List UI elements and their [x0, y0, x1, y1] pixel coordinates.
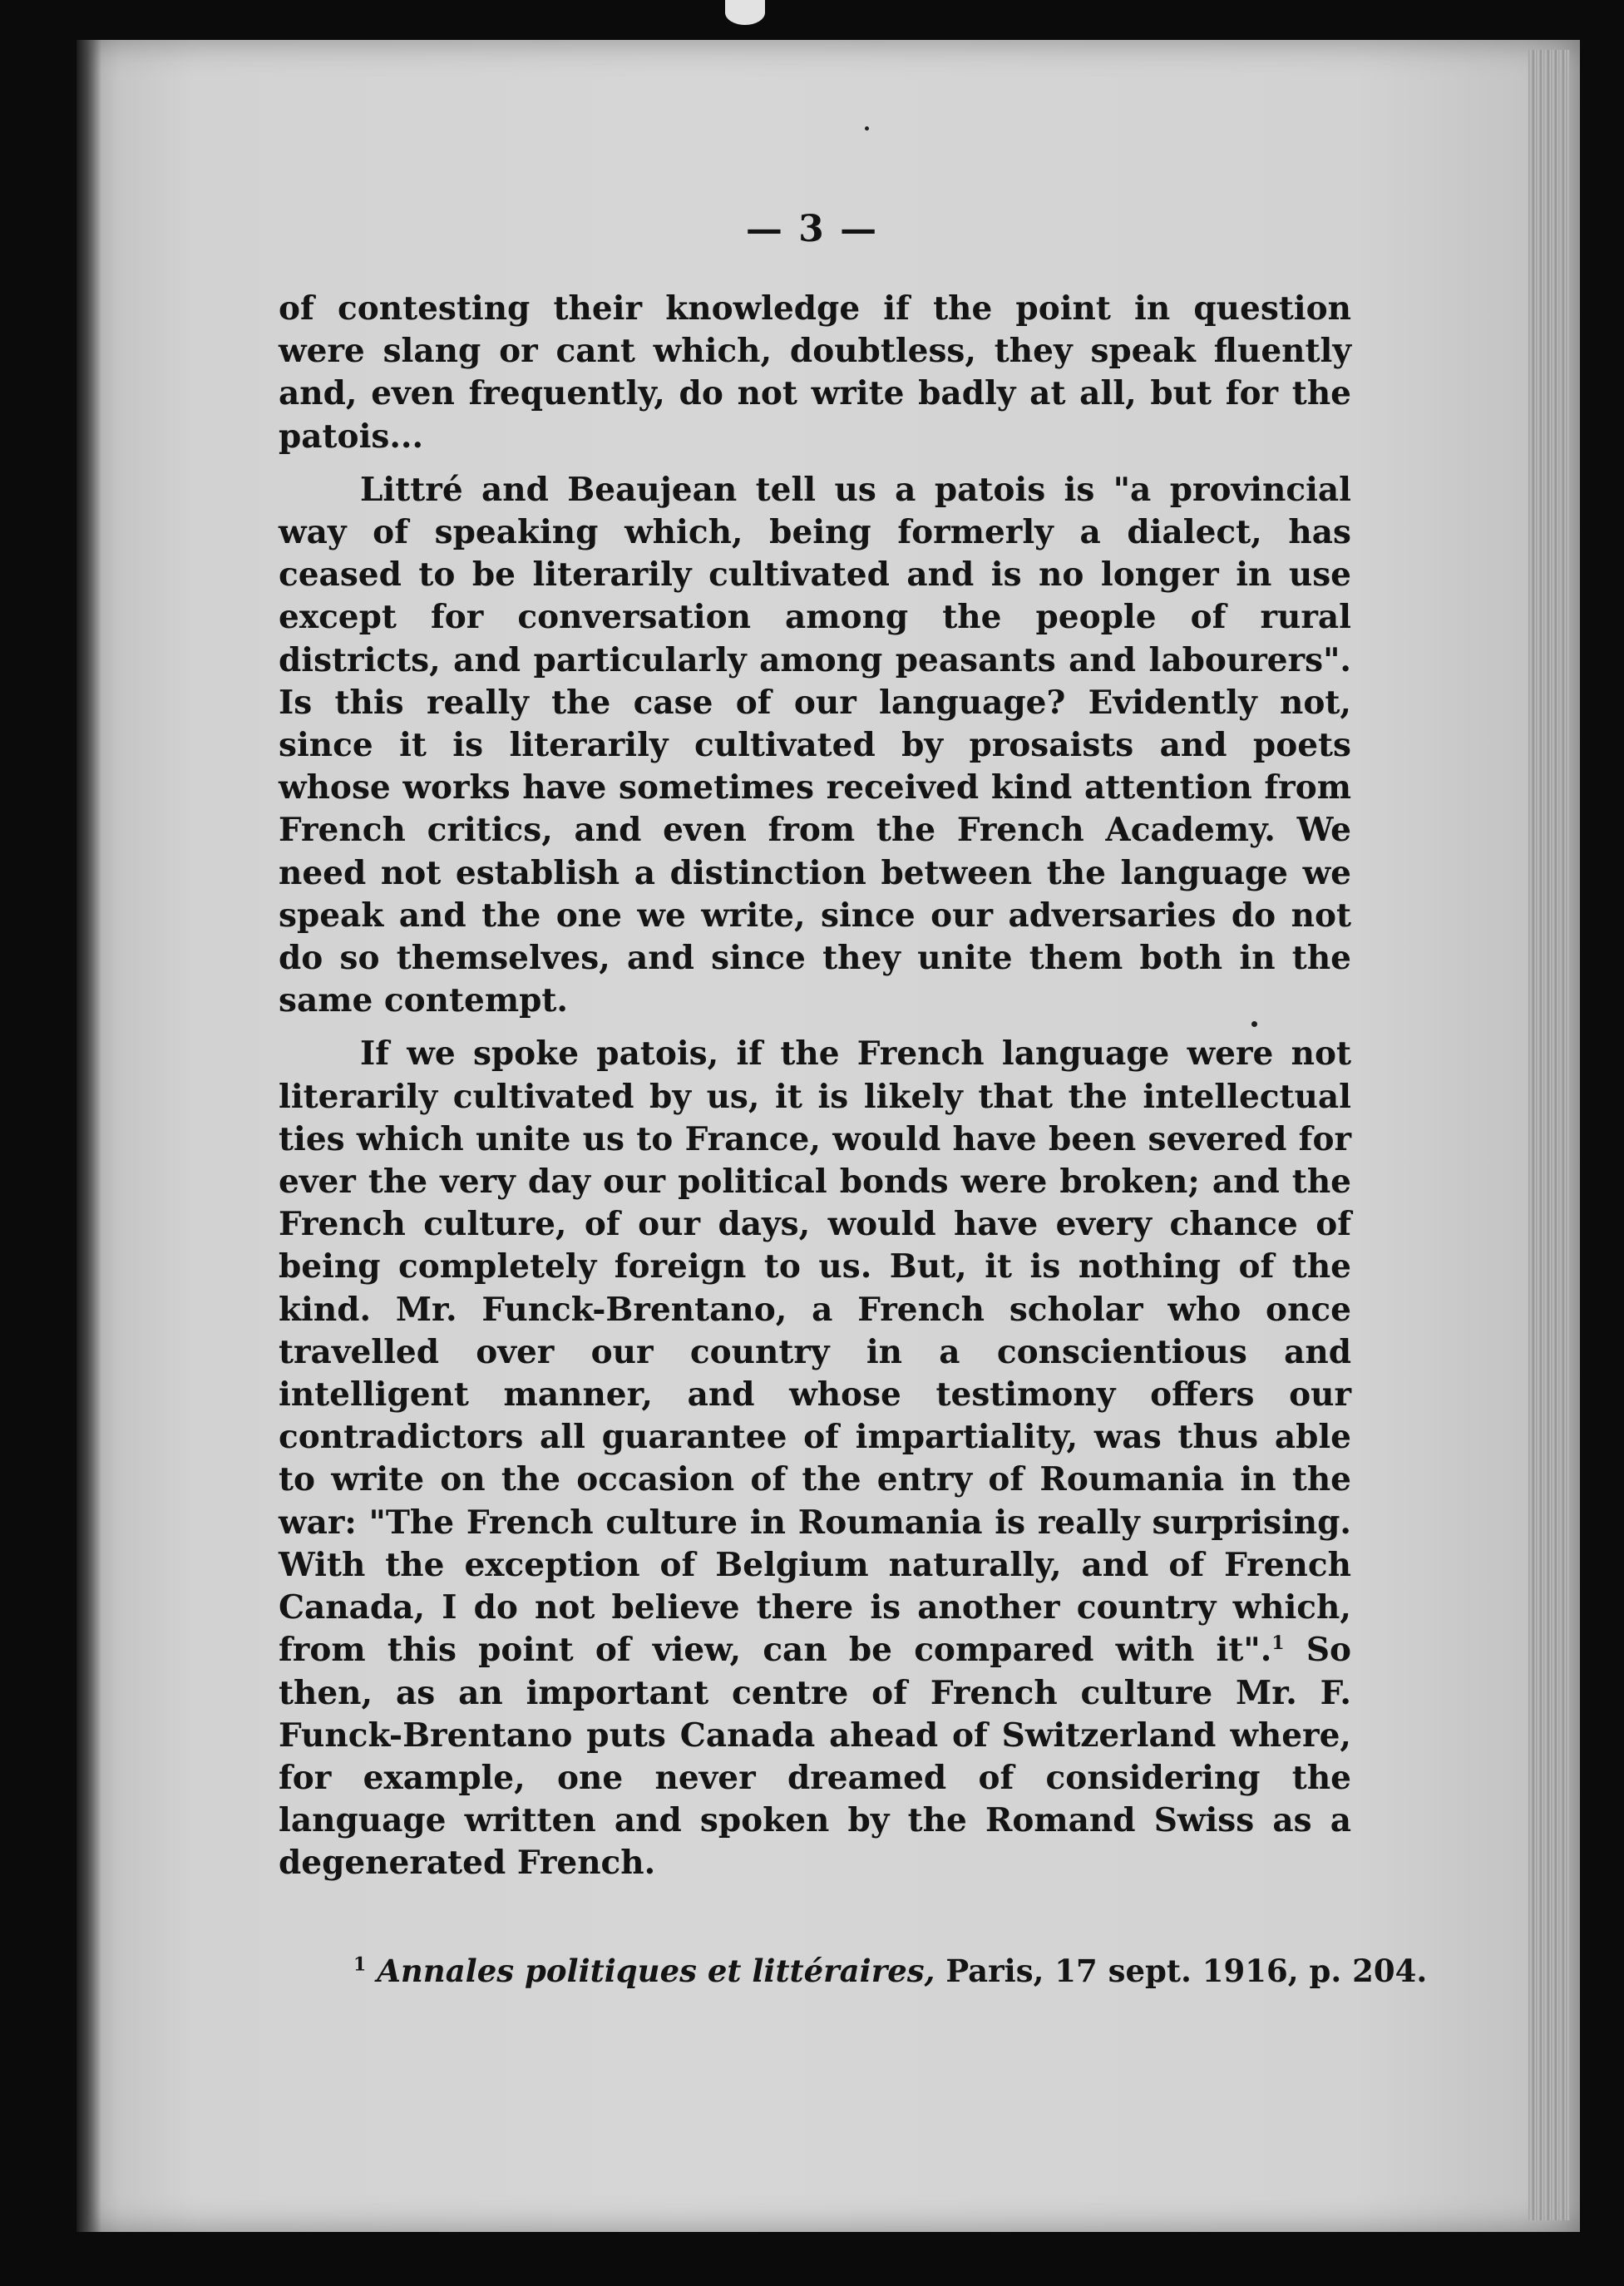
page-stack-edge: [1528, 50, 1570, 2220]
paragraph-1: of contesting their knowledge if the point in question were slang or cant which, doubtless, they speak fluently and, even frequently, do not write badly at all, but for the patois...: [279, 289, 1351, 456]
footnote-source-title: Annales politiques et littéraires,: [377, 1953, 935, 1989]
paragraph-3-text-after-note: So then, as an important centre of French culture Mr. F. Funck-Brentano puts Canada ahead of Switzerland where, for example, one never dreamed of considering the language written and spoken by the Romand Swiss as a degenerated French.: [279, 1631, 1351, 1883]
print-speck: [865, 126, 869, 131]
paragraph-3-text-before-note: If we spoke patois, if the French language were not literarily cultivated by us, it is likely that the intellectual ties which unite us to France, would have been severed for ever the very day our political bonds were broken; and the French culture, of our days, would have every chance of being completely foreign to us. But, it is nothing of the kind. Mr. Funck-Brentano, a French scholar who once travelled over our country in a conscientious and intelligent manner, and whose testimony offers our contradictors all guarantee of impartiality, was thus able to write on the occasion of the entry of Roumania in the war: "The French culture in Roumania is really surprising. With the exception of Belgium naturally, and of French Canada, I do not believe there is another country which, from this point of view, can be compared with it".: [279, 1034, 1351, 1670]
print-speck: [1251, 1021, 1257, 1027]
page-binding-shadow: [77, 40, 101, 2232]
footnote-mark: 1: [353, 1953, 367, 1976]
body-text: [279, 288, 1351, 1896]
scan-blot: [725, 0, 765, 25]
page-number: — 3 —: [745, 208, 879, 250]
paragraph-2: Littré and Beaujean tell us a patois is "a provincial way of speaking which, being formerly a dialect, has ceased to be literarily cultivated and is no longer in use except for conversation among the people of rural districts, and particularly among peasants and labourers". Is this really the case of our language? Evidently not, since it is literarily cultivated by prosaists and poets whose works have sometimes received kind attention from French critics, and even from the French Academy. We need not establish a distinction between the language we speak and the one we write, since our adversaries do not do so themselves, and since they unite them both in the same contempt.: [279, 470, 1351, 1020]
paragraph-3: [279, 1033, 1351, 1884]
footnote-details: Paris, 17 sept. 1916, p. 204.: [945, 1953, 1428, 1989]
footnote-reference-mark: 1: [1271, 1632, 1285, 1655]
footnote: [353, 1953, 1428, 1989]
